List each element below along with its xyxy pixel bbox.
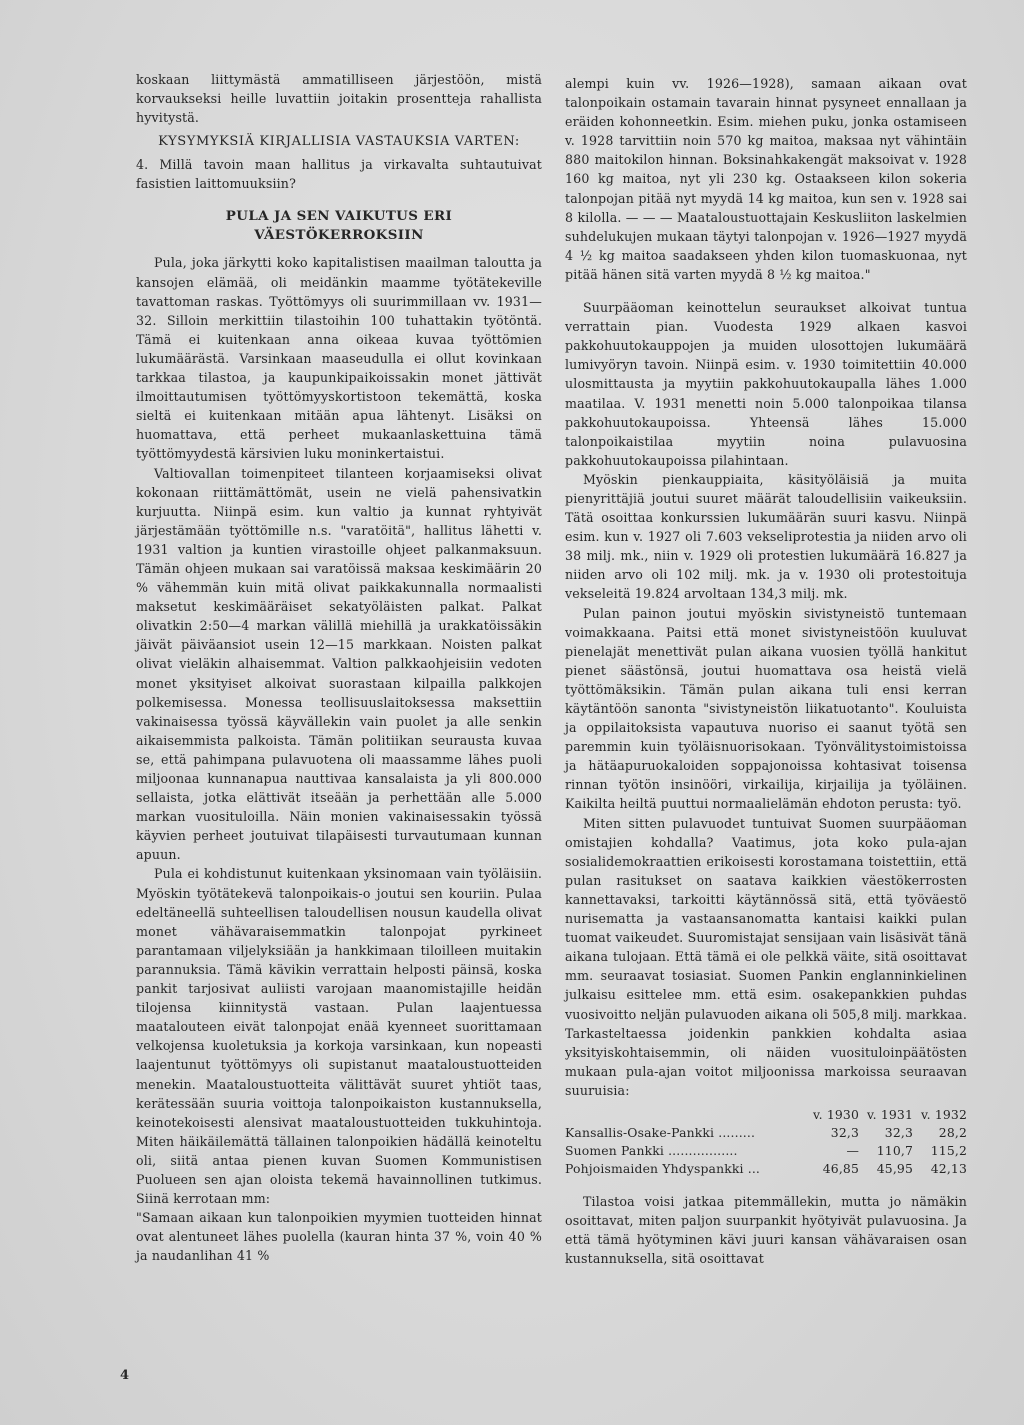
table-row bbox=[565, 1124, 967, 1142]
bank-name: Suomen Pankki ................. bbox=[565, 1142, 738, 1158]
table-header: v. 1930 bbox=[813, 1106, 859, 1122]
article-title: PULA JA SEN VAIKUTUS ERI VÄESTÖKERROKSIIN bbox=[225, 208, 453, 244]
table-header-row bbox=[565, 1106, 967, 1124]
table-cell: 28,2 bbox=[938, 1124, 967, 1140]
table-cell: 32,3 bbox=[830, 1124, 859, 1140]
table-cell: — bbox=[846, 1142, 859, 1158]
bank-profits-table bbox=[565, 1106, 967, 1178]
right-paragraph-2: Myöskin pienkauppiaita, käsityöläisiä ja muita pienyrittäjiä joutui suuret määrät taloudellisiin vaikeuksiin. Tätä osoittaa konkurssien lukumäärän suuri kasvu. Niinpä esim. kun v. 1927 oli 7.603 vekseliprotestia ja niiden arvo oli 38 milj. mk., niin v. 1929 oli protestien lukumäärä 16.827 ja niiden arvo oli 102 milj. mk. ja v. 1930 oli protestoituja vekseleitä 19.824 arvoltaan 134,3 milj. mk. bbox=[565, 471, 967, 602]
question-4: 4. Millä tavoin maan hallitus ja virkavalta suhtautuivat fasistien laittomuuksiin? bbox=[136, 157, 542, 192]
table-cell: 46,85 bbox=[822, 1160, 859, 1176]
table-cell: 115,2 bbox=[930, 1142, 967, 1158]
questions-heading: KYSYMYKSIÄ KIRJALLISIA VASTAUKSIA VARTEN: bbox=[158, 134, 520, 150]
left-paragraph-1: Pula, joka järkytti koko kapitalistisen maailman taloutta ja kansojen elämää, oli meidänkin maamme työtätekeville tavattoman raskas. Työttömyys oli suurimmillaan vv. 1931—32. Silloin merkittiin tilastoihin 100 tuhattakin työtöntä. Tämä ei kuitenkaan anna oikeaa kuvaa työttömien lukumäärästä. Varsinkaan maaseudulla ei ollut kovinkaan tarkkaa tilastoa, ja kaupunkipaikoissakin monet jättivät ilmoittautumisen työttömyyskortistoon tekemättä, koska sieltä ei kuitenkaan mitään apua lähtenyt. Lisäksi on huomattava, että perheet mukaanlaskettuina tämä työttömyydestä kärsivien luku moninkertaistui. bbox=[136, 255, 542, 462]
table-row bbox=[565, 1160, 967, 1178]
table-cell: 45,95 bbox=[876, 1160, 913, 1176]
bank-name: Pohjoismaiden Yhdyspankki ... bbox=[565, 1160, 761, 1176]
table-cell: 32,3 bbox=[884, 1124, 913, 1140]
page-number: 4 bbox=[120, 1368, 130, 1383]
right-paragraph-4: Miten sitten pulavuodet tuntuivat Suomen suurpääoman omistajien kohdalla? Vaatimus, jota koko pula-ajan sosialidemokraattien erikoisesti korostamana toistettiin, että pulan rasitukset on saatava kaikkien väestökerrosten kannettavaksi, tarkoitti käytännössä sitä, että työväestö nurisematta ja vastaansanomatta kantaisi kaikki pulan tuomat vaikeudet. Suuromistajat sensijaan vain lisäsivät tänä aikana tulojaan. Että tämä ei ole pelkkä väite, sitä osoittavat mm. seuraavat tosiasiat. Suomen Pankin englanninkielinen julkaisu esittelee mm. että esim. osakepankkien puhdas vuosivoitto neljän pulavuoden aikana oli 505,8 milj. markkaa. Tarkasteltaessa joidenkin pankkien kohdalta asiaa yksityiskohtaisemmin, oli näiden vuosituloinpäätösten mukaan pula-ajan voitot miljoonissa markoissa seuraavan suuruisia: bbox=[565, 815, 967, 1098]
table-header: v. 1931 bbox=[867, 1106, 913, 1122]
table-cell: 110,7 bbox=[876, 1142, 913, 1158]
quote-start: "Samaan aikaan kun talonpoikien myymien tuotteiden hinnat ovat alentuneet lähes puolella (kauran hinta 37 %, voin 40 % ja naudanlihan 41 % bbox=[136, 1210, 542, 1264]
right-paragraph-3: Pulan painon joutui myöskin sivistyneistö tuntemaan voimakkaana. Paitsi että monet sivistyneistöön kuuluvat pienelajät menettivät pulan aikana vuosien työllä hankitut pienet säästönsä, joutui huomattava osa heistä vielä työttömäksikin. Tämän pulan aikana tuli ensi kerran käytäntöön sanonta "sivistyneistön liikatuotanto". Kouluista ja oppilaitoksista vapautuva nuoriso ei saanut työtä sen paremmin kuin työläisnuorisokaan. Työnvälitystoimistoissa ja hätäapuruokaloiden soppajonoissa kohtasivat toisensa rinnan työtön insinööri, virkailija, kirjailija ja työläinen. Kaikilta heiltä puuttui normaalielämän ehdoton perusta: työ. bbox=[565, 605, 967, 812]
table-header: v. 1932 bbox=[921, 1106, 967, 1122]
quote-continuation: alempi kuin vv. 1926—1928), samaan aikaan ovat talonpoikain ostamain tavarain hinnat pysyneet ennallaan ja eräiden kohonneetkin. Esim. miehen puku, jonka ostamiseen v. 1928 tarvittiin noin 570 kg maitoa, maksaa nyt vähintäin 880 maitokilon hinnan. Boksinahkakengät maksoivat v. 1928 160 kg maitoa, nyt yli 230 kg. Ostaakseen kilon sokeria talonpojan pitää nyt myydä 14 kg maitoa, kun sen v. 1928 sai 8 kilolla. — — — Maataloustuottajain Keskusliiton laskelmien suhdelukujen mukaan täytyi talonpojan v. 1926—1927 myydä 4 ½ kg maitoa saadakseen yhden kilon tuomaskuonaa, nyt pitää hänen sitä varten myydä 8 ½ kg maitoa." bbox=[565, 76, 967, 282]
left-paragraph-3: Pula ei kohdistunut kuitenkaan yksinomaan vain työläisiin. Myöskin työtätekevä talonpoikais-o joutui sen kouriin. Pulaa edeltäneellä suhteellisen taloudellisen nousun kaudella olivat monet vähävaraisemmatkin talonpojat pyrkineet parantamaan viljelyksiään ja hankkimaan tiloilleen muitakin parannuksia. Tämä kävikin verrattain helposti päinsä, koska pankit tarjosivat auliisti varojaan maanomistajille heidän tilojensa kiinnitystä vastaan. Pulan laajentuessa maatalouteen eivät talonpojat enää kyenneet suorittamaan velkojensa kuoletuksia ja korkoja varsinkaan, kun nopeasti laajentunut työttömyys oli supistanut maataloustuotteiden menekin. Maataloustuotteita välittävät suuret yhtiöt taas, kerätessään suuria voittoja talonpoikaiston kustannuksella, keinotekoisesti alensivat maataloustuotteiden tukkuhintoja. Miten häikäilemättä tällainen talonpoikien hädällä keinoteltu oli, siitä antaa pienen kuvan Suomen Kommunistisen Puolueen sen ajan oloista tekemä havainnollinen tutkimus. Siinä kerrotaan mm: bbox=[136, 866, 542, 1207]
intro-paragraph: koskaan liittymästä ammatilliseen järjestöön, mistä korvaukseksi heille luvattiin joitakin prosentteja rahallista hyvitystä. bbox=[136, 72, 542, 126]
right-paragraph-5: Tilastoa voisi jatkaa pitemmällekin, mutta jo nämäkin osoittavat, miten paljon suurpankit hyötyivät pulavuosina. Ja että tämä hyötyminen kävi juuri kansan vähävaraisen osan kustannuksella, sitä osoittavat bbox=[565, 1193, 967, 1267]
table-row bbox=[565, 1142, 967, 1160]
left-paragraph-2: Valtiovallan toimenpiteet tilanteen korjaamiseksi olivat kokonaan riittämättömät, usein ne vielä pahensivatkin kurjuutta. Niinpä esim. kun valtio ja kunnat ryhtyivät järjestämään työttömille n.s. "varatöitä", hallitus lähetti v. 1931 valtion ja kuntien virastoille ohjeet palkanmaksuun. Tämän ohjeen mukaan sai varatöissä maksaa keskimäärin 20 % vähemmän kuin mitä olivat paikkakunnalla normaalisti maksetut keskimääräiset sekatyöläisten palkat. Palkat olivatkin 2:50—4 markan välillä miehillä ja urakkatöissäkin jäivät päiväansiot usein 12—15 markkaan. Noisten palkat olivat vieläkin alhaisemmat. Valtion palkkaohjeisiin vedoten monet yksityiset alkoivat suorastaan kilpailla palkkojen polkemisessa. Monessa teollisuuslaitoksessa maksettiin vakinaisessa työssä käyvällekin vain puolet ja alle senkin aikaisemmista palkoista. Tämän politiikan seurausta kuvaa se, että pahimpana pulavuotena oli maassamme lähes puoli miljoonaa kunnanapua nauttivaa kansalaista ja yli 800.000 sellaista, jotka elättivät itseään ja perhettään alle 5.000 markan vuosituloilla. Näin monien vakinaisessakin työssä käyvien perheet joutuivat tilapäisesti turvautumaan kunnan apuun. bbox=[136, 465, 542, 863]
bank-name: Kansallis-Osake-Pankki ......... bbox=[565, 1124, 756, 1140]
right-column bbox=[565, 74, 967, 1268]
left-column bbox=[136, 70, 542, 1265]
right-paragraph-1: Suurpääoman keinottelun seuraukset alkoivat tuntua verrattain pian. Vuodesta 1929 alkaen kasvoi pakkohuutokauppojen ja muiden ulosottojen lukumäärä lumivyöryn tavoin. Niinpä esim. v. 1930 toimitettiin 40.000 ulosmittausta ja myytiin pakkohuutokaupalla lähes 1.000 maatilaa. V. 1931 menetti noin 5.000 talonpoikaa tilansa pakkohuutokaupoissa. Yhteensä lähes 15.000 talonpoikaistilaa myytiin noina pulavuosina pakkohuutokaupoissa pilahintaan. bbox=[565, 300, 967, 468]
table-cell: 42,13 bbox=[930, 1160, 967, 1176]
